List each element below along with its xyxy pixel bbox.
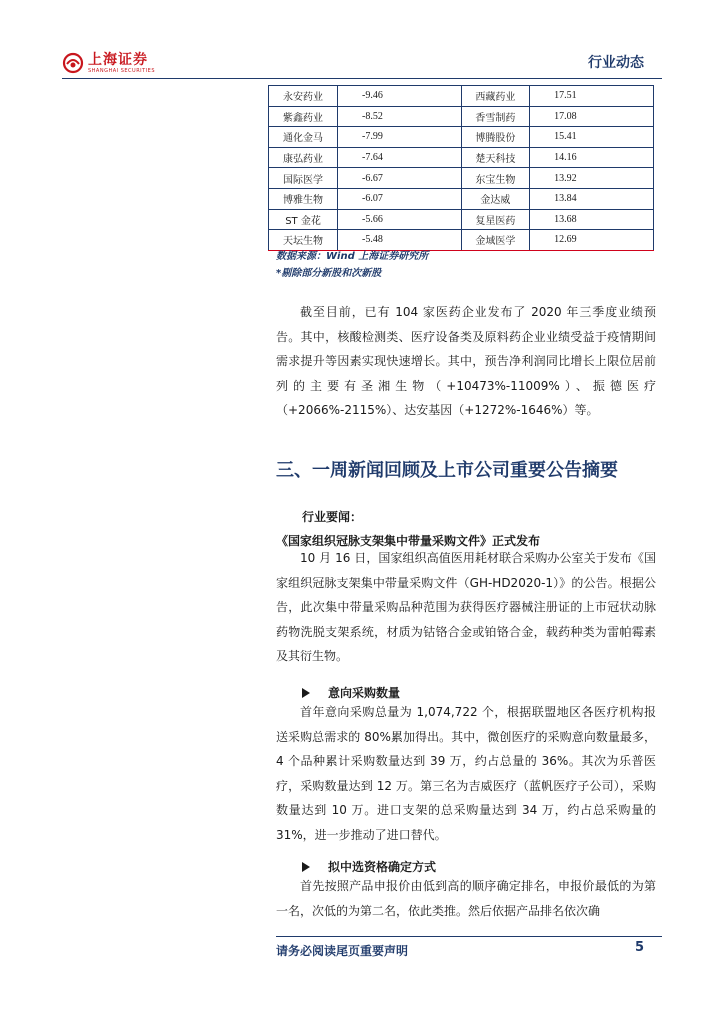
stock-name-cell: 东宝生物 (461, 168, 530, 189)
selection-paragraph: 首先按照产品申报价由低到高的顺序确定排名，申报价最低的为第一名，次低的为第二名，依此类推。然后依据产品排名依次确 (276, 879, 656, 918)
footer-disclaimer: 请务必阅读尾页重要声明 (276, 944, 409, 958)
stock-name-cell: 紫鑫药业 (269, 106, 338, 127)
change-value-cell: 17.08 (530, 106, 654, 127)
table-row (269, 86, 654, 107)
stock-name-cell: 金域医学 (461, 230, 530, 251)
change-value-cell: -5.48 (338, 230, 462, 251)
change-value-cell: 13.68 (530, 209, 654, 230)
bullet-arrow-icon (302, 862, 310, 872)
change-value-cell: 12.69 (530, 230, 654, 251)
table-row (269, 127, 654, 148)
table-row (269, 147, 654, 168)
change-value-cell: -8.52 (338, 106, 462, 127)
stock-name-cell: 博雅生物 (269, 188, 338, 209)
stock-name-cell: 香雪制药 (461, 106, 530, 127)
logo-name-en: SHANGHAI SECURITIES (88, 67, 156, 74)
table-row (269, 209, 654, 230)
section-heading: 三、一周新闻回顾及上市公司重要公告摘要 (276, 460, 618, 481)
stock-name-cell: 康弘药业 (269, 147, 338, 168)
change-value-cell: -9.46 (338, 86, 462, 107)
bullet-selection-method (302, 858, 436, 875)
stock-name-cell: 永安药业 (269, 86, 338, 107)
bullet-purchase-quantity (302, 684, 400, 701)
q3-forecast-paragraph: 截至目前，已有 104 家医药企业发布了 2020 年三季度业绩预告。其中，核酸检测类、医疗设备类及原料药企业业绩受益于疫情期间需求提升等因素实现快速增长。其中，预告净利润同比增长上限位居前列的主要有圣湘生物（+10473%-11009%）、振德医疗（+2066%-2115%）、达安基因（+1272%-1646%）等。 (276, 305, 656, 417)
change-value-cell: -6.07 (338, 188, 462, 209)
stock-name-cell: 复星医药 (461, 209, 530, 230)
logo-emblem-icon (62, 52, 84, 74)
page-number: 5 (634, 940, 644, 955)
brand-logo (62, 52, 155, 74)
header-divider (62, 78, 662, 79)
table-row (269, 168, 654, 189)
change-value-cell: 15.41 (530, 127, 654, 148)
industry-news-label: 行业要闻： (302, 510, 363, 524)
quantity-paragraph: 首年意向采购总量为 1,074,722 个，根据联盟地区各医疗机构报送采购总需求的 80%累加得出。其中，微创医疗的采购意向数量最多，4 个品种累计采购数量达到 39 万，约占总量的 36%。其次为乐普医疗，采购数量达到 12 万。第三名为吉威医疗（蓝帆医疗子公司），采购数量达到 10 万。进口支架的总采购量达到 34 万，约占总采购量的 31%，进一步推动了进口替代。 (276, 705, 656, 842)
data-source-note: 数据来源：Wind 上海证券研究所 (276, 251, 429, 262)
footer-divider (276, 936, 662, 937)
news-paragraph: 10 月 16 日，国家组织高值医用耗材联合采购办公室关于发布《国家组织冠脉支架集中带量采购文件（GH-HD2020-1）》的公告。根据公告，此次集中带量采购品种范围为获得医疗器械注册证的上市冠状动脉药物洗脱支架系统，材质为钴铬合金或铂铬合金，载药种类为雷帕霉素及其衍生物。 (276, 551, 656, 663)
stock-name-cell: 天坛生物 (269, 230, 338, 251)
table-row (269, 106, 654, 127)
stock-name-cell: 通化金马 (269, 127, 338, 148)
change-value-cell: -6.67 (338, 168, 462, 189)
stock-name-cell: 金达威 (461, 188, 530, 209)
document-type-label: 行业动态 (588, 55, 644, 71)
change-value-cell: 17.51 (530, 86, 654, 107)
change-value-cell: 14.16 (530, 147, 654, 168)
stock-name-cell: 楚天科技 (461, 147, 530, 168)
logo-name-cn: 上海证券 (88, 51, 148, 68)
change-value-cell: -7.64 (338, 147, 462, 168)
change-value-cell: 13.92 (530, 168, 654, 189)
bullet-label: 拟中选资格确定方式 (328, 860, 437, 874)
stock-performance-table (268, 85, 654, 251)
news-headline: 《国家组织冠脉支架集中带量采购文件》正式发布 (276, 534, 541, 548)
bullet-arrow-icon (302, 688, 310, 698)
change-value-cell: 13.84 (530, 188, 654, 209)
stock-name-cell: 博腾股份 (461, 127, 530, 148)
stock-name-cell: 国际医学 (269, 168, 338, 189)
change-value-cell: -7.99 (338, 127, 462, 148)
exclusion-note: *剔除部分新股和次新股 (276, 268, 382, 279)
change-value-cell: -5.66 (338, 209, 462, 230)
stock-name-cell: 西藏药业 (461, 86, 530, 107)
stock-name-cell: ST 金花 (269, 209, 338, 230)
table-row (269, 188, 654, 209)
bullet-label: 意向采购数量 (328, 686, 401, 700)
